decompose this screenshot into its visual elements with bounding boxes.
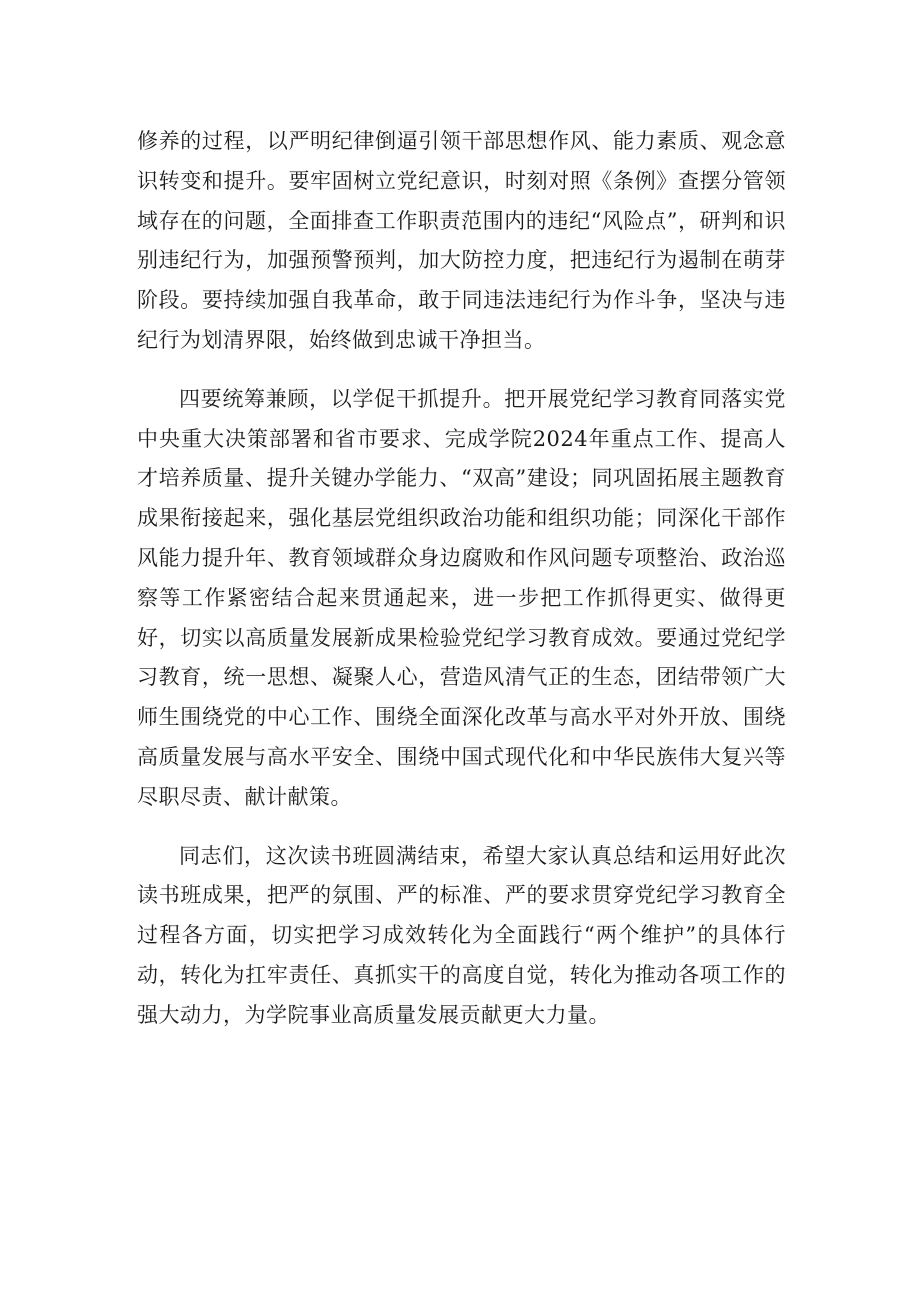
paragraph-overall-planning: 四要统筹兼顾，以学促干抓提升。把开展党纪学习教育同落实党中央重大决策部署和省市要求、完成学院2024年重点工作、提高人才培养质量、提升关键办学能力、“双高”建设；同巩固拓展主题教育成果衔接起来，强化基层党组织政治功能和组织功能；同深化干部作风能力提升年、教育领域群众身边腐败和作风问题专项整治、政治巡察等工作紧密结合起来贯通起来，进一步把工作抓得更实、做得更好，切实以高质量发展新成果检验党纪学习教育成效。要通过党纪学习教育，统一思想、凝聚人心，营造风清气正的生态，团结带领广大师生围绕党的中心工作、围绕全面深化改革与高水平对外开放、围绕高质量发展与高水平安全、围绕中国式现代化和中华民族伟大复兴等尽职尽责、献计献策。 bbox=[137, 386, 786, 809]
paragraph-closing-remarks: 同志们，这次读书班圆满结束，希望大家认真总结和运用好此次读书班成果，把严的氛围、严的标准、严的要求贯穿党纪学习教育全过程各方面，切实把学习成效转化为全面践行“两个维护”的具体行动，转化为扛牢责任、真抓实干的高度自觉，转化为推动各项工作的强大动力，为学院事业高质量发展贡献更大力量。 bbox=[137, 843, 786, 1027]
paragraph-discipline-awareness: 修养的过程，以严明纪律倒逼引领干部思想作风、能力素质、观念意识转变和提升。要牢固树立党纪意识，时刻对照《条例》查摆分管领域存在的问题，全面排查工作职责范围内的违纪“风险点”，研判和识别违纪行为，加强预警预判，加大防控力度，把违纪行为遏制在萌芽阶段。要持续加强自我革命，敢于同违法违纪行为作斗争，坚决与违纪行为划清界限，始终做到忠诚干净担当。 bbox=[137, 129, 786, 352]
document-body bbox=[137, 122, 786, 1036]
